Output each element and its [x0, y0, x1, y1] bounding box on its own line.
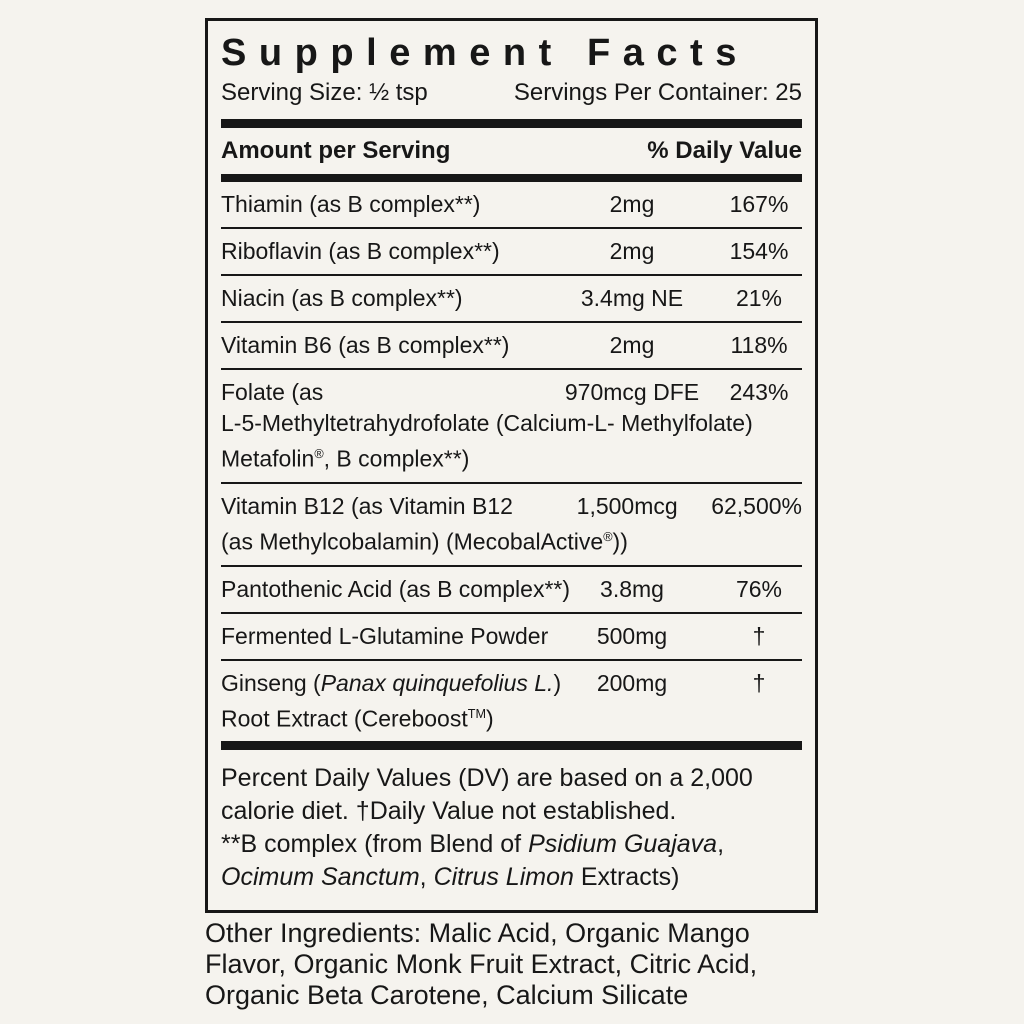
footnote-line — [221, 795, 802, 828]
nutrient-row-main-line — [221, 283, 802, 314]
trademark-superscript: ® — [314, 447, 324, 462]
text-run: , B complex**) — [323, 446, 470, 473]
nutrient-amount: 2mg — [609, 238, 655, 265]
divider-thick-header — [221, 174, 802, 182]
nutrient-daily-value: 118% — [730, 332, 788, 359]
text-run: Pantothenic Acid (as B complex**) — [221, 575, 571, 602]
nutrient-amount: 2mg — [609, 191, 655, 218]
nutrient-name — [221, 330, 548, 361]
text-run: Metafolin — [221, 446, 315, 473]
nutrient-row-main-line — [221, 574, 802, 605]
nutrient-name — [221, 491, 543, 522]
text-run: ) — [485, 705, 494, 732]
text-run: Ginseng ( — [221, 669, 321, 696]
serving-size-label: Serving Size: ½ tsp — [221, 78, 428, 106]
nutrient-daily-value: 243% — [729, 379, 789, 406]
trademark-superscript: ® — [603, 530, 613, 545]
nutrient-daily-value: 76% — [735, 575, 783, 602]
nutrient-row-main-line — [221, 330, 802, 361]
amount-per-serving-header: Amount per Serving — [221, 137, 451, 165]
nutrient-daily-value: 154% — [729, 238, 789, 265]
nutrient-continuation-line — [221, 699, 802, 735]
text-run: Extracts) — [573, 863, 680, 892]
nutrient-continuation-line — [221, 439, 802, 475]
other-ingredients-line: Organic Beta Carotene, Calcium Silicate — [205, 980, 689, 1010]
nutrient-row — [221, 274, 802, 321]
column-header-row — [221, 128, 802, 174]
nutrient-amount: 970mcg DFE — [564, 379, 700, 406]
nutrient-row — [221, 321, 802, 368]
nutrient-row — [221, 227, 802, 274]
text-run: L-5-Methyltetrahydrofolate (Calcium-L- Methylfolate) — [221, 410, 753, 437]
footnote-line — [221, 861, 802, 894]
nutrient-amount: 3.4mg NE — [580, 285, 684, 312]
nutrient-row — [221, 659, 802, 742]
nutrient-name — [221, 189, 548, 220]
nutrient-row — [221, 565, 802, 612]
text-run: ) — [553, 669, 562, 696]
nutrient-row-main-line — [221, 668, 802, 699]
footnote-block — [221, 750, 802, 894]
nutrient-name — [221, 236, 548, 267]
panel-title: Supplement Facts — [221, 32, 749, 74]
nutrient-name — [221, 377, 548, 408]
species-name-italic: Ocimum Sanctum — [221, 863, 420, 892]
supplement-facts-panel — [205, 18, 818, 913]
text-run: Riboflavin (as B complex**) — [221, 238, 500, 265]
text-run: (as Methylcobalamin) (MecobalActive — [221, 528, 604, 555]
nutrient-name — [221, 283, 548, 314]
nutrient-name — [221, 574, 571, 605]
nutrient-table — [221, 182, 802, 741]
nutrient-row — [221, 368, 802, 482]
nutrient-name — [221, 668, 562, 699]
nutrient-row-main-line — [221, 377, 802, 408]
nutrient-continuation-line — [221, 522, 802, 558]
other-ingredients-line: Flavor, Organic Monk Fruit Extract, Citric Acid, — [205, 949, 758, 979]
nutrient-daily-value: † — [752, 622, 766, 649]
text-run: Vitamin B12 (as Vitamin B12 — [221, 493, 513, 520]
text-run: )) — [612, 528, 628, 555]
nutrient-name — [221, 621, 548, 652]
nutrient-amount: 3.8mg — [600, 575, 664, 602]
text-run: **B complex (from Blend of — [221, 830, 529, 859]
footnote-line — [221, 828, 802, 861]
text-run: , — [717, 830, 725, 859]
text-run: , — [419, 863, 434, 892]
species-name-italic: Psidium Guajava — [528, 830, 718, 859]
nutrient-row — [221, 612, 802, 659]
text-run: Thiamin (as B complex**) — [221, 191, 481, 218]
nutrient-row-main-line — [221, 236, 802, 267]
text-run: Folate (as — [221, 379, 324, 406]
serving-info-row — [221, 79, 802, 108]
species-name-italic: Panax quinquefolius L. — [320, 669, 554, 696]
species-name-italic: Citrus Limon — [433, 863, 574, 892]
nutrient-amount: 200mg — [596, 669, 668, 696]
footnote-line — [221, 762, 802, 795]
servings-per-container-label: Servings Per Container: 25 — [513, 78, 802, 106]
text-run: Percent Daily Values (DV) are based on a 2,000 — [221, 764, 753, 793]
text-run: calorie diet. †Daily Value not established. — [221, 797, 677, 826]
nutrient-amount: 500mg — [596, 622, 668, 649]
other-ingredients-line: Other Ingredients: Malic Acid, Organic Mango — [205, 918, 750, 948]
nutrient-amount: 2mg — [609, 332, 655, 359]
divider-thick-top — [221, 119, 802, 128]
nutrient-row — [221, 182, 802, 227]
text-run: Fermented L-Glutamine Powder — [221, 622, 549, 649]
nutrient-continuation-line — [221, 408, 802, 439]
trademark-superscript: TM — [467, 706, 486, 721]
nutrient-amount: 1,500mcg — [576, 493, 678, 520]
text-run: Root Extract (Cereboost — [221, 705, 468, 732]
divider-thick-footnote — [221, 741, 802, 750]
nutrient-row-main-line — [221, 189, 802, 220]
other-ingredients-block — [205, 918, 845, 1011]
percent-daily-value-header: % Daily Value — [647, 137, 802, 165]
nutrient-daily-value: 62,500% — [711, 493, 802, 520]
text-run: Vitamin B6 (as B complex**) — [221, 332, 510, 359]
text-run: Niacin (as B complex**) — [221, 285, 463, 312]
nutrient-row-main-line — [221, 621, 802, 652]
nutrient-daily-value: 167% — [729, 191, 789, 218]
nutrient-daily-value: 21% — [735, 285, 783, 312]
nutrient-daily-value: † — [752, 669, 766, 696]
nutrient-row-main-line — [221, 491, 802, 522]
nutrient-row — [221, 482, 802, 565]
